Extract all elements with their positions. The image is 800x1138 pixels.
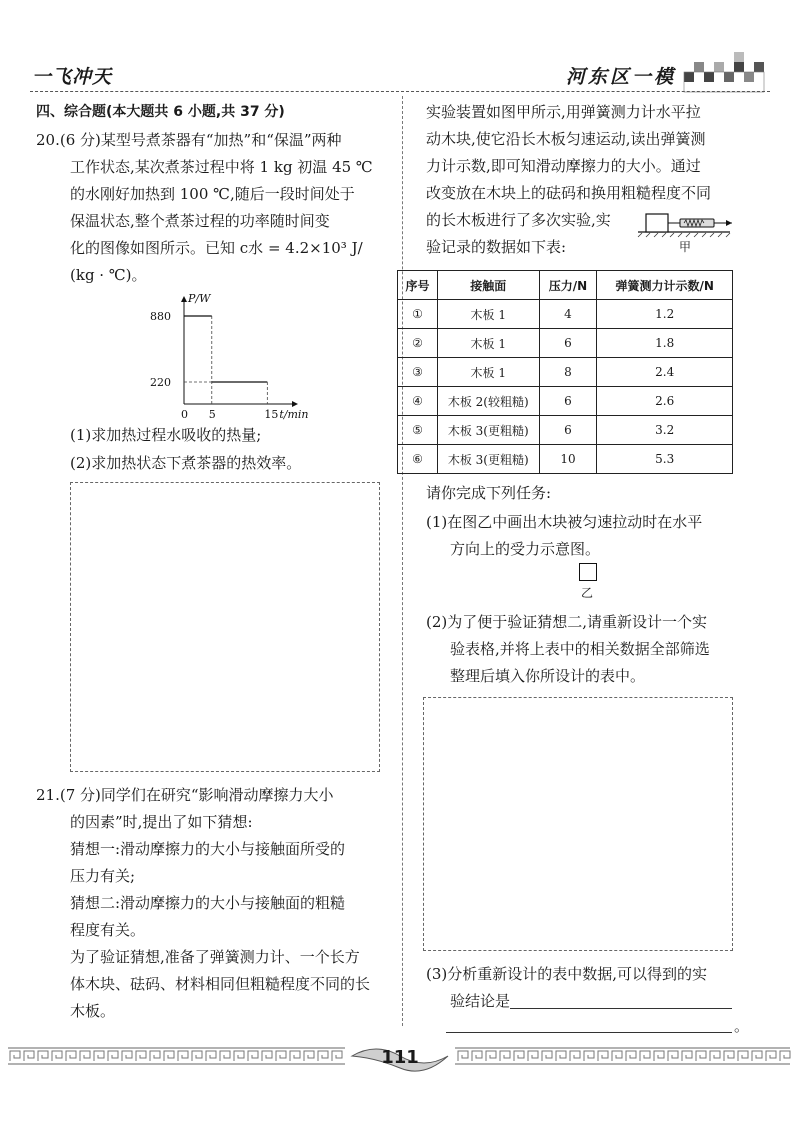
wooden-block xyxy=(646,214,668,232)
table-cell: 5.3 xyxy=(597,445,733,474)
task2-line-3: 整理后填入你所设计的表中。 xyxy=(450,667,646,685)
task-intro: 请你完成下列任务: xyxy=(426,484,552,502)
x-tick-label: 0 xyxy=(181,408,188,421)
table-header-cell: 序号 xyxy=(398,271,438,300)
task2-line-2: 验表格,并将上表中的相关数据全部筛选 xyxy=(450,640,710,658)
section-title: 四、综合题(本大题共 6 小题,共 37 分) xyxy=(36,104,285,120)
figure-yi-label: 乙 xyxy=(581,586,594,600)
table-header-row xyxy=(398,271,733,300)
table-cell: 2.4 xyxy=(597,358,733,387)
table-cell: ④ xyxy=(398,387,438,416)
pull-arrow xyxy=(726,220,732,226)
experiment-data-table xyxy=(397,270,733,474)
table-row xyxy=(398,445,733,474)
table-cell: 3.2 xyxy=(597,416,733,445)
power-time-graph xyxy=(150,292,309,422)
q21-line-2: 的因素”时,提出了如下猜想: xyxy=(70,813,253,831)
table-cell: 8 xyxy=(539,358,597,387)
q20-line-2: 工作状态,某次煮茶过程中将 1 kg 初温 45 ℃ xyxy=(70,158,373,176)
q20-line-4: 保温状态,整个煮茶过程的功率随时间变 xyxy=(70,212,330,230)
header-divider xyxy=(30,91,770,92)
q20-line-5: 化的图像如图所示。已知 c水 = 4.2×10³ J/ xyxy=(70,239,363,257)
table-row xyxy=(398,329,733,358)
table-row xyxy=(398,387,733,416)
q20-line-1: 20.(6 分)某型号煮茶器有“加热”和“保温”两种 xyxy=(36,131,342,149)
table-cell: 2.6 xyxy=(597,387,733,416)
q21-line-4: 压力有关; xyxy=(70,867,136,885)
x-axis-label: t/min xyxy=(279,408,309,421)
table-header-cell: 弹簧测力计示数/N xyxy=(597,271,733,300)
task1-line-1: (1)在图乙中画出木块被匀速拉动时在水平 xyxy=(426,513,703,531)
table-row xyxy=(398,416,733,445)
q21-right-line-1: 实验装置如图甲所示,用弹簧测力计水平拉 xyxy=(426,103,701,121)
task1-line-2: 方向上的受力示意图。 xyxy=(450,540,601,558)
y-axis-label: P/W xyxy=(188,292,211,305)
q21-right-line-2: 动木块,使它沿长木板匀速运动,读出弹簧测 xyxy=(426,130,706,148)
y-tick-label: 880 xyxy=(150,310,171,323)
q21-table-design-area[interactable] xyxy=(423,697,733,951)
q20-sub-question-2: (2)求加热状态下煮茶器的热效率。 xyxy=(70,454,302,472)
corner-checker-decoration xyxy=(684,52,774,92)
table-cell: ⑥ xyxy=(398,445,438,474)
q20-line-3: 的水刚好加热到 100 ℃,随后一段时间处于 xyxy=(70,185,355,203)
q21-line-8: 体木块、砝码、材料相同但粗糙程度不同的长 xyxy=(70,975,371,993)
table-row xyxy=(398,300,733,329)
q20-answer-area[interactable] xyxy=(70,482,380,772)
table-header-cell: 压力/N xyxy=(539,271,597,300)
q21-right-line-3: 力计示数,即可知滑动摩擦力的大小。通过 xyxy=(426,157,701,175)
exam-region-title: 河东区一模 xyxy=(566,66,677,88)
table-cell: 木板 3(更粗糙) xyxy=(437,445,539,474)
conclusion-blank-1[interactable] xyxy=(510,1008,732,1009)
q21-line-9: 木板。 xyxy=(70,1002,116,1020)
table-cell: 木板 1 xyxy=(437,329,539,358)
y-tick-label: 220 xyxy=(150,376,171,389)
table-cell: ② xyxy=(398,329,438,358)
q20-line-6: (kg · ℃)。 xyxy=(70,266,147,284)
task2-line-1: (2)为了便于验证猜想二,请重新设计一个实 xyxy=(426,613,708,631)
x-tick-label: 15 xyxy=(264,408,279,421)
table-cell: 木板 2(较粗糙) xyxy=(437,387,539,416)
book-brand: 一飞冲天 xyxy=(32,66,113,88)
column-divider xyxy=(402,96,403,1026)
table-cell: 10 xyxy=(539,445,597,474)
q21-line-5: 猜想二:滑动摩擦力的大小与接触面的粗糙 xyxy=(70,894,346,912)
page-number: 111 xyxy=(381,1047,419,1068)
table-cell: ⑤ xyxy=(398,416,438,445)
conclusion-period: 。 xyxy=(734,1017,750,1035)
table-cell: 1.8 xyxy=(597,329,733,358)
x-tick-label: 5 xyxy=(208,408,216,421)
table-cell: 6 xyxy=(539,416,597,445)
table-cell: 6 xyxy=(539,387,597,416)
q21-right-line-6: 验记录的数据如下表: xyxy=(426,238,567,256)
figure-yi-block[interactable] xyxy=(579,563,597,581)
q20-sub-question-1: (1)求加热过程水吸收的热量; xyxy=(70,426,262,444)
table-cell: 6 xyxy=(539,329,597,358)
q21-line-7: 为了验证猜想,准备了弹簧测力计、一个长方 xyxy=(70,948,360,966)
q21-line-6: 程度有关。 xyxy=(70,921,146,939)
table-cell: 木板 1 xyxy=(437,300,539,329)
table-cell: 4 xyxy=(539,300,597,329)
q21-right-line-4: 改变放在木块上的砝码和换用粗糙程度不同 xyxy=(426,184,712,202)
q21-right-line-5: 的长木板进行了多次实验,实 xyxy=(426,211,611,229)
task3-line-2: 验结论是 xyxy=(450,992,511,1010)
table-row xyxy=(398,358,733,387)
table-cell: 木板 3(更粗糙) xyxy=(437,416,539,445)
q21-line-1: 21.(7 分)同学们在研究“影响滑动摩擦力大小 xyxy=(36,786,334,804)
table-cell: ③ xyxy=(398,358,438,387)
conclusion-blank-2[interactable] xyxy=(446,1032,732,1033)
table-cell: 1.2 xyxy=(597,300,733,329)
y-axis-arrow xyxy=(181,296,187,302)
figure-jia-label: 甲 xyxy=(679,240,692,254)
task3-line-1: (3)分析重新设计的表中数据,可以得到的实 xyxy=(426,965,708,983)
table-cell: 木板 1 xyxy=(437,358,539,387)
q21-line-3: 猜想一:滑动摩擦力的大小与接触面所受的 xyxy=(70,840,346,858)
x-axis-arrow xyxy=(292,401,298,407)
table-cell: ① xyxy=(398,300,438,329)
table-header-cell: 接触面 xyxy=(437,271,539,300)
